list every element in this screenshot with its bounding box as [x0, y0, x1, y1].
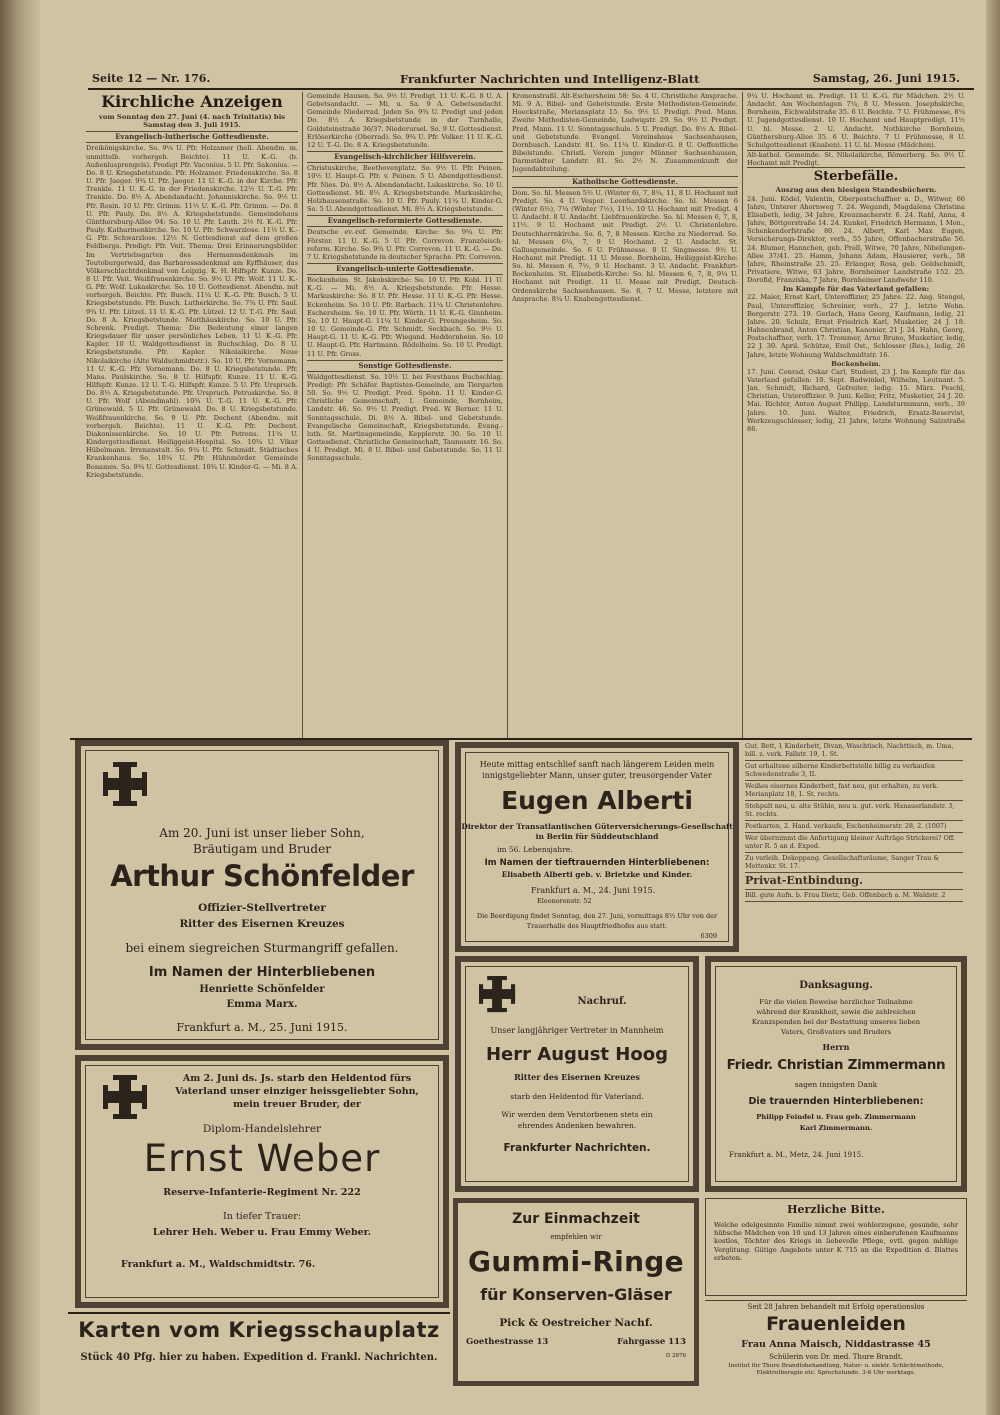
column-text: Dreikönigskirche. So. 9¼ U. Pfr. Holzamer (hell. Abendm. m. unmittelb. vorhergeh. Beichte). 11 U. K.-G. (b. Außenlusprengels). Predigt Pfr. Vaconius. 5 U. Pfr. Sakonius. — Do. 8 U. Kriegsbetstunde. Pfr. Holzamer. Friedenskirche. So. 8 U. Pfr. Jaeger. 9¾ U. Pfr. Jaeger. 11 U. K.-G. in der Kirche. Pfr. Trenkle. 11 U. K.-G. in der Friedenskirche. 12½ U. T.-G. Pfr. Trenkle. Do. 8½ A. Abendandacht. Johanniskirche. So. 9½ U. Pfr. Rosin. 10 U. Pfr. Grimm. 11½ U. K.-G. Pfr. Grimm. — Do. 8 U. Pfr. Pauly. Do. 8½ A. Kriegsbetstunde. Gemeindehaus Günthersburg-Allee 94: So. 10 U. Pfr. Lauth. 2½ N. K.-G. Pfr. Pauly. Katharinenkirche. So. 10 U. Pfr. Schwarzlose. 11½ U. K.-G. Pfr. Schwarzlose. 12½ N. Gottesdienst auf dem großen Feldbergs. Predigt: Pfr. Veit. Thema: Drei Erinnerungsbilder. Im Vertriebsgarten des Hermannsdenkmals im Teutoburgerwald, das Barbarossadenkmal am Kyffhäuser, das Völkerschlachtdenkmal von Leipzig. K. H. Hilfspfr. Kunze. Do. 8 U. Pfr. Veit. Weißfrauenkirche. So. 9½ U. Pfr. Wolf. 11 U. K.-G. Pfr. Wolf. Lukaskirche. So. 10 U. Gottesdienst. Abendm. mit vorhergeh. Beichte. Pfr. Busch. 11¼ U. K.-G. Pfr. Busch. 5 U. Kriegsbetstunde. Pfr. Busch. Lutherkirche. So. 7¾ U. Pfr. Saul. 9¾ U. Pfr. Lützel. 11 U. K.-G. Pfr. Lützel. 12 U. T.-G. Pfr. Saul. Do. 8 A. Kriegsbetstunde. Matthäuskirche. So. 10 U. Pfr. Schrenk. Predigt. Thema: Die Bedeutung einer langen Kriegsdauer für unser persönliches Leben. 11 U. K.-G. Pfr. Kapler. 10 U. Waldgottesdienst in Buchschlag. Do. 8 U. Kriegsbetstunde. Pfr. Kapler. Nikolaikirche. Neue Nikolaikirche (Alte Waldschmidtstr.). So. 10 U. Pfr. Vornemann. 11 U. K.-G. Pfr. Vornemann. Do. 8 U. Kriegsbetstunde. Pfr. Mans. Paulskirche. So. 8 U. Hilfspfr. Kunze. 11 U. K.-G. Hilfspfr. Kunze. 12 U. T.-G. Hilfspfr. Kunze. 5 U. Pfr. Urspruch. Do. 8½ A. Kriegsbetstunde. Pfr. Urspruch. Petruskirche. So. 8 U. Pfr. Wolf (Abendmahl). 10¾ U. T.-G. 11 U. K.-G. Pfr. Grünewald. 5 U. Pfr. Grünewald. Do. 8 U. Kriegsbetstunde. Weißfrauenkirche. So. 9 U. Pfr. Dechent (Abendm. mit vorhergeh. Beichte). 11 U. K.-G. Pfr. Dechent. Diakonissenkirche. So. 10 U. Pfr. Petrens. 11¼ U. Kindergottesdienst. Heiliggeist-Hospital. So. 10¾ U. Vikar Hübelmann. Irrenanstalt. So. 9¼ U. Pfr. Schmidt. Städtisches Krankenhaus. So. 10¼ U. Pfr. Hühnmörder. Gemeinde Bonames. So. 9¾ U. Gottesdienst. 10¾ U. Kinder-G. — Mi. 8 A. Kriegsbetstunde.: [86, 144, 298, 479]
address: Eleonorenstr. 52: [537, 897, 592, 905]
funeral-notice: Trauerhalle des Hauptfriedhofes aus statt.: [526, 922, 668, 930]
section-heading: Bockenheim.: [831, 359, 881, 368]
mourners-heading: Im Namen der Hinterbliebenen: [148, 965, 376, 980]
classified-item: Wer übernimmt die Anfertigung kleiner Aufträge Strickerei? Off. unter R. 5 an d. Exped.: [745, 833, 963, 853]
thank-you-zimmermann: [705, 956, 967, 1192]
classified-item: Gut. Bett, 1 Kinderbett, Divan, Waschtisch, Nachttisch, m. Uma, bill. z. verk. Fallstr. 19, 1. St.: [745, 741, 963, 761]
deaths-title: Sterbefälle.: [813, 169, 899, 185]
deceased-regiment: Reserve-Infanterie-Regiment Nr. 222: [163, 1187, 361, 1198]
column-text: Christuskirche, Beethovenplatz. So. 9½ U. Pfr. Peinen. 10½ U. Haupt-G. Pfr. v. Peinen. 5 U. Abendgottesdienst. Pfr. Nies. Do. 8½ A. Abendandacht. Lukaskirche. So. 10 U. Gottesdienst. Mi. 8½ A. Kriegsbetstunde. Markuskirche, Holzhausenstraße. So. 10 U. Pfr. Pauly. 11¼ U. Kinder-G. So. 5 U. Abendgottesdienst. Mi. 8½ A. Kriegsbetstunde.: [307, 164, 503, 214]
book-binding: [0, 0, 40, 1415]
obituary-intro: Bräutigam und Bruder: [193, 842, 331, 856]
obituary-alberti: [455, 742, 739, 952]
church-notices-subtitle: vom Sonntag den 27. Juni (4. nach Trinitatis) bis Samstag den 3. Juli 1915.: [98, 113, 286, 130]
notice-text: Für die vielen Beweise herzlicher Teilnahme: [759, 998, 913, 1006]
obituary-intro: innigstgeliebter Mann, unser guter, treusorgender Vater: [482, 771, 712, 780]
ad-text: Schülerin von Dr. med. Thure Brandt.: [769, 1353, 903, 1361]
obituary-intro: Heute mittag entschlief sanft nach längerem Leiden mein: [479, 760, 715, 769]
mourner-name: Henriette Schönfelder: [199, 984, 325, 995]
ad-headline: Karten vom Kriegsschauplatz: [78, 1318, 440, 1342]
section-heading: Evangelisch-lutherische Gottesdienste.: [86, 131, 298, 143]
mourners-heading: Im Namen der tieftrauernden Hinterbliebenen:: [484, 858, 710, 868]
ad-firm: Pick & Oestreicher Nachf.: [499, 1317, 653, 1329]
deaths-subtitle: Auszug aus den hiesigen Standesbüchern.: [775, 186, 937, 195]
ad-war-maps: [68, 1312, 450, 1386]
column-church-notices: [86, 92, 298, 738]
section-heading: Evangelisch-reformierte Gottesdienste.: [307, 215, 503, 227]
column-text: Deutsche ev.-ref. Gemeinde. Kirche: So. 9¾ U. Pfr. Förster. 11 U. K.-G. 5 U. Pfr. Correvon. Französisch-reform. Kirche. So. 9¾ U. Pfr. Correvon. 11 U. K.-G. — Do. 7 U. Kriegsbetstunde in deutscher Sprache. Pfr. Correvon.: [307, 228, 503, 261]
deceased-title: Diplom-Handelslehrer: [202, 1123, 322, 1135]
notice-text: Vaters, Großvaters und Bruders: [780, 1028, 891, 1036]
deceased-name: Arthur Schönfelder: [110, 859, 414, 893]
column-services-2: [307, 92, 503, 738]
section-heading: Evangelisch-unierte Gottesdienste.: [307, 263, 503, 275]
mourner-name: Lehrer Heh. Weber u. Frau Emmy Weber.: [152, 1227, 372, 1238]
obituary-schoenfelder: [75, 740, 449, 1050]
ad-request: [705, 1198, 967, 1296]
ad-text: empfehlen wir: [550, 1233, 602, 1241]
deceased-title: in Berlin für Süddeutschland: [535, 832, 659, 841]
classified-ads: [745, 741, 963, 973]
classified-item: Stehpult neu, u. alte Stühle, neu u. gut. verk. Hanauerlandstr. 3, St. rechts.: [745, 801, 963, 821]
column-text: Alt-kathol. Gemeinde. St. Nikolaikirche, Römerberg. So. 9½ U. Hochamt mit Predigt.: [747, 151, 965, 168]
ad-gummi-ringe: [453, 1198, 699, 1386]
obituary-event: starb den Heldentod für Vaterland.: [510, 1092, 644, 1101]
column-text: 24. Juni. Ködel, Valentin, Oberpostschaffner a. D., Witwer, 66 Jahre, Unterer Ahornweg 7. 24. Wegandi, Magdalena Christina Elisabeth, ledig, 34 Jahre, Kreuznacherstr. 6. 24. Rahl, Anna, 4 Jahre, Böttgerstraße 14. 24. Kunkel, Friedrich Hermann, 1 Mon., Schenkendorfstraße 80. 24. Albert, Karl Max Eugen, Versicherungs-Direktor, verh., 55 Jahre, Offenbacherstraße 56. 24. Blumer, Hannchen, geb. Prell, Witwe, 70 Jahre, Nibelungen-Allee 37/41. 25. Hamm, Johann Adam, Hausierer, verh., 58 Jahre, Rheinstraße 25. 25. Erlanger, Rosa, geb. Goldschmidt, Privatiere, Witwe, 63 Jahre, Bornheimer Landstraße 152. 25. Dorofid, Franziska, 7 Jahre, Bornheimer Landwehr 110.: [747, 194, 965, 285]
place-date: Frankfurt a. M., Waldschmidtstr. 76.: [121, 1259, 316, 1270]
ad-footer: Institut für Thure Brandtsbehandlung, Natur- u. elektr. Schlichtmethode, Elektrotherapie etc. Sprechstunde. 3-6 Uhr werktags.: [728, 1363, 944, 1376]
section-heading: Sonstige Gottesdienste.: [307, 360, 503, 372]
obituary-intro: Am 2. Juni ds. Js. starb den Heldentod fürs: [182, 1073, 412, 1084]
deceased-order: Ritter des Eisernen Kreuzes: [179, 918, 345, 930]
obituary-intro: mein treuer Bruder, der: [233, 1099, 361, 1110]
thanks-text: sagen innigsten Dank: [794, 1080, 878, 1089]
mourner-name: Philipp Feindel u. Frau geb. Zimmermann: [756, 1113, 916, 1121]
ad-name: Frau Anna Maisch, Niddastrasse 45: [741, 1339, 931, 1350]
signature: Frankfurter Nachrichten.: [503, 1142, 651, 1154]
header-rule: [88, 88, 974, 90]
column-text: Bockenheim. St. Jakobskirche: So. 10 U. Pfr. Kobl. 11 U. K.-G. — Mi. 8½ A. Kriegsbetstunde. Pfr. Hesse. Markuskirche: So. 8 U. Pfr. Hesse. 11 U. K.-G. Pfr. Hesse. Eckenheim. So. 10 U. Pfr. Rarbach. 11¼ U. Christenlehre. Eschersheim. So. 10 U. Pfr. Wörth. 11 U. K.-G. Ginnheim. So. 10 U. Haupt-G. 11¼ U. Kinder-G. Preungesheim. So. 10 U. Gemeinde-G. Pfr. Schmidt. Seckbach. So. 9½ U. Haupt-G. 11 U. K.-G. Pfr. Wiegand. Heddernheim. So. 10 U. Haupt-G. Pfr. Hartmann. Rödelheim. So. 10 U. Predigt. 11 U. Pfr. Gross.: [307, 276, 503, 358]
memory-text: Wir werden dem Verstorbenen stets ein: [501, 1110, 653, 1119]
place-date: Frankfurt a. M., 25. Juni 1915.: [176, 1021, 348, 1034]
column-text: Gemeinde Hausen. So. 9½ U. Predigt. 11 U. K.-G. 8 U. A. Gebetsandacht. — Mi. u. Sa. 9 A. Gebetsandacht. Gemeinde Niederrad. Jeden So. 9¾ U. Predigt und jeden Do. 8½ A. Kriegsbetstunde in der Turnhalle, Goldsteinstraße 36/37. Niederursel. So. 9 U. Gottesdienst. Erlöserkirche (Oberrad). So. 9¾ U. Pfr. Volker. 11 U. K.-G. 12 U. T.-G. Do. 8 A. Kriegsbetstunde.: [307, 92, 503, 149]
mourners-heading: Die trauernden Hinterbliebenen:: [748, 1096, 924, 1107]
ad-subline: für Konserven-Gläser: [480, 1285, 672, 1304]
column-services-3: [512, 92, 738, 738]
church-notices-title: Kirchliche Anzeigen: [101, 92, 283, 111]
place-date: Frankfurt a. M., 24. Juni 1915.: [531, 886, 656, 895]
ad-address: Goethestrasse 13: [466, 1337, 549, 1347]
ad-text: Seit 28 Jahren behandelt mit Erfolg operationslos: [747, 1303, 925, 1311]
header-masthead: Frankfurter Nachrichten und Intelligenz-Blatt: [400, 72, 700, 86]
place-date: Frankfurt a. M., Metz, 24. Juni 1915.: [729, 1150, 864, 1159]
ad-text: Welche edelgesinnte Familie nimmt zwei wohlerzogene, gesunde, sehr hübsche Mädchen von 10 und 13 Jahren eines einberufenen Kaufmanns kostlos, Töchter des Kriegs in liebevolle Pflege, evtl. gegen mäßige Vergütung. Gütige Angebote unter K 715 an die Expedition d. Blattes erbeten.: [714, 1221, 958, 1262]
classified-item: Privat-Entbindung.: [745, 873, 963, 890]
ad-headline: Herzliche Bitte.: [787, 1203, 885, 1216]
obituary-event: bei einem siegreichen Sturmangriff gefallen.: [125, 941, 399, 955]
column-text: 22. Maier, Ernst Karl, Unteroffizier, 25 Jahre. 22. Ang. Stengel, Paul, Unteroffizier, Schreiner, verh., 27 J., letzte Wohn. Bergerstr. 273. 19. Gerlach, Hans Georg, Kaufmann, ledig, 21 Jahre. 20. Schulz, Ernst Friedrich Karl, Musketier, 24 J. 18. Hahnenbrand, Anton Christian, Kanonier, 21 J. 24. Hahn, Georg, Postschaffner, verh. 17. Trommer, Arno Bruno, Musketier, ledig, 22 J. 30. April. Schütze, Emil Ost., Schlosser (Res.), ledig, 26 Jahre, letzte Wohnung Waldschmidtstr. 16.: [747, 293, 965, 359]
herrn-label: Herrn: [822, 1042, 850, 1052]
ad-headline: Frauenleiden: [766, 1313, 906, 1335]
deceased-order: Ritter des Eisernen Kreuzes: [514, 1072, 640, 1082]
classified-item: Weißes eisernes Kinderbett, fast neu, gut erhalten, zu verk. Merianplatz 18, 1. St. rechts.: [745, 781, 963, 801]
column-text: Dom. So. hl. Messen 5½ U. (Winter 6), 7, 8¼, 11, 8 U. Hochamt mit Predigt. So. 4 U. Vesper. Leonhardskirche. So. hl. Messen 6 (Winter 6½), 7¼ (Winter 7½), 11½. 10 U. Hochamt mit Predigt. 4 U. Andacht. 8 U. Andacht. Liebfrauenkirche. So. hl. Messen 6, 7, 8, 11½. 9 U. Hochamt mit Predigt. 2½ U. Christenlehre. Deutschherrnkirche. So. 6, 7, 8 Messen. Kirche zu Niederrad. So. hl. Messen 6¼, 7, 9 U. Hochamt. 2 U. Andacht. St. Gallusgemeinde. So. 6 U. Frühmesse. 8 U. Singmesse. 9½ U. Hochamt mit Predigt. 11 U. Messe. Bornheim, Heiliggeist-Kirche: So. hl. Messen 6, 7½, 9 U. Hochamt. 3 U. Andacht. Frankfurt-Bockenheim. St. Elisabeth-Kirche: So. hl. Messen 6, 7, 8, 9¼ U. Hochamt mit Predigt. 11 U. Messe mit Predigt. Deutsch-Ordenskirche Sachsenhausen. So. 6, 7 U. Messe, letztere mit Ansprache. 8¼ U. Knabengottesdienst.: [512, 188, 738, 303]
deceased-age: im 56. Lebensjahre.: [497, 845, 573, 854]
section-heading: Evangelisch-kirchlicher Hilfsverein.: [307, 151, 503, 163]
obituary-intro: Unser langjähriger Vertreter in Mannheim: [490, 1026, 664, 1035]
ad-text: Stück 40 Pfg. hier zu haben. Expedition d. Frankl. Nachrichten.: [80, 1352, 438, 1363]
iron-cross-icon: [103, 762, 147, 806]
mourner-name: Emma Marx.: [226, 999, 298, 1010]
section-heading: Katholische Gottesdienste.: [512, 176, 738, 188]
section-heading: Im Kampfe für das Vaterland gefallen:: [782, 285, 930, 294]
ad-frauenleiden: [705, 1300, 967, 1386]
ad-address: Fahrgasse 113: [617, 1337, 686, 1347]
classified-item: Zu verleih. Dekoppang. Gesellschaftsräume, Sanger Trau & Mottenkr. St. 17.: [745, 853, 963, 873]
column-text: Kronenstraßl. Alt-Eschersheim 58: So. 4 U. Christliche Ansprache. Mi. 9 A. Bibel- und Gebetstunde. Erste Methodisten-Gemeinde. Hoeckstraße, Meriansplatz 15. So. 9½ U. Predigt. Pred. Mann. Zweite Methodisten-Gemeinde, Ludwigstr. 29. So. 9½ U. Predigt. Pred. Mann. 11 U. Sonntagsschule. 5 U. Predigt. Do. 8½ A. Bibel- und Gebetstunde. Evangel. Vereinshaus Sachsenhausen, Dornbusch. Landstr. 81. So. 11¼ U. Kinder-G. 8 U. Oeffentliche Bibelstunde. Christl. Verein junger Männer Sachsenhausen, Darmstädter Landstr. 81. So. 2½ N. Zusammenkunft der Jugendabteilung.: [512, 92, 738, 174]
ad-code: 6309: [700, 932, 717, 940]
notice-text: Kranzspenden bei der Bestattung unseres lieben: [751, 1018, 921, 1026]
ad-headline: Zur Einmachzeit: [512, 1211, 640, 1227]
notice-title: Nachruf.: [577, 996, 627, 1007]
notice-title: Danksagung.: [799, 980, 873, 991]
column-deaths: [747, 92, 965, 738]
column-text: 17. Juni. Conrad, Oskar Carl, Student, 23 J. Im Kampfe für das Vaterland gefallen: 10. Sept. Badwinkel, Wilhelm, Leutnant. 5. Jan. Schmidt, Richard, Gefreiter, ledig. 15. März. Peschl, Christian, Unteroffizier. 9. Juni. Keller, Fritz, Musketier, 24 J. 20. Mai. Richter, Anton August Philipp, Landsturmmann, verh., 39 Jahre. 10. Juni. Walter, Friedrich, Ersatz-Reservist, Werkzeugschlosser, ledig, 21 Jahre, letzte Wohnung Salzstraße 86.: [747, 367, 965, 433]
column-text: 9¼ U. Hochamt m. Predigt. 11 U. K.-G. für Mädchen. 2½ U. Andacht. Am Wochentagen 7¼, 8 U. Messen. Josephskirche, Bornheim, Eichwaldstraße 35. 6 U. Beichte. 7 U. Frühmesse, 8¼ U. Jugendgottesdienst. 10 U. Hochamt und Hauptpredigt. 11½ U. hl. Messe. 2 U. Andacht. Nothkirche Bornheim, Günthersburg-Allee 35. 6 U. Beichte. 7 U. Frühmesse, 8 U. Schulgottesdienst (Knaben). 11 U. hl. Messe (Mädchen).: [747, 92, 965, 149]
memory-text: ehrendes Andenken bewahren.: [517, 1121, 637, 1130]
deceased-rank: Offizier-Stellvertreter: [198, 902, 326, 914]
notice-text: während der Krankheit, sowie die zahlreichen: [756, 1008, 916, 1016]
page-edge: [986, 0, 1000, 1415]
header-page-number: Seite 12 — Nr. 176.: [92, 72, 211, 85]
header-date: Samstag, 26. Juni 1915.: [812, 72, 960, 85]
mourner-name: Elisabeth Alberti geb. v. Brietzke und Kinder.: [501, 870, 693, 879]
mourner-name: Karl Zimmermann.: [799, 1124, 873, 1132]
column-text: Waldgottesdienst. So. 10½ U. bei Forsthaus Buchschlag. Predigt: Pfr. Schäfer. Baptisten-Gemeinde, am Tiergarten 50. So. 9½ U. Predigt. Pred. Spohn. 11 U. Kinder-G. Christliche Gemeinschaft, I. Gemeinde, Bornheim, Landstr. 46. So. 9½ U. Predigt. Pred. W. Berner. 11 U. Sonntagsschule. Di. 8½ A. Bibel- und Gebetstunde. Evangelische Gemeinschaft, Kriegsbetstunde. Evang.-luth. St. Martinsgemeinde, Kepplerstr. 30. So. 10 U. Gottesdienst. Christliche Gemeinschaft, Taunusstr. 16. So. 4 U. Predigt. Mi. 8 U. Bibel- und Gebetstunde. So. 11 U. Sonntagsschule.: [307, 372, 503, 463]
column-divider: [302, 92, 303, 738]
deceased-name: Friedr. Christian Zimmermann: [726, 1057, 946, 1073]
classified-item: Postkarten, 2. Hand. verkaufe, Eschenheimerstr. 28, 2. (1007): [745, 821, 963, 833]
ad-product: Gummi-Ringe: [468, 1245, 684, 1278]
funeral-notice: Die Beerdigung findet Sonntag, den 27. Juni, vormittags 8½ Uhr von der: [476, 912, 718, 920]
deceased-title: Direktor der Transatlantischen Güterversicherungs-Gesellschaft: [461, 822, 733, 831]
obituary-hoog: [455, 956, 699, 1192]
ad-code: D 2876: [665, 1353, 686, 1359]
column-divider: [742, 92, 743, 738]
classified-item: Gut erhaltene silberne Kinderbettstelle billig zu verkaufen Schwedenstraße 3, II.: [745, 761, 963, 781]
deceased-name: Herr August Hoog: [485, 1044, 668, 1065]
obituary-intro: Vaterland unser einziger heissgeliebter Sohn,: [175, 1086, 419, 1097]
column-divider: [507, 92, 508, 738]
obituary-intro: Am 20. Juni ist unser lieber Sohn,: [159, 826, 365, 840]
classified-item: Bill. gute Aufn. b. Frau Dietz, Geb. Offenbach a. M. Waldstr. 2: [745, 890, 963, 902]
grief-label: In tiefer Trauer:: [222, 1211, 302, 1222]
deceased-name: Eugen Alberti: [501, 786, 693, 815]
obituary-weber: [75, 1055, 449, 1308]
deceased-name: Ernst Weber: [143, 1137, 381, 1180]
